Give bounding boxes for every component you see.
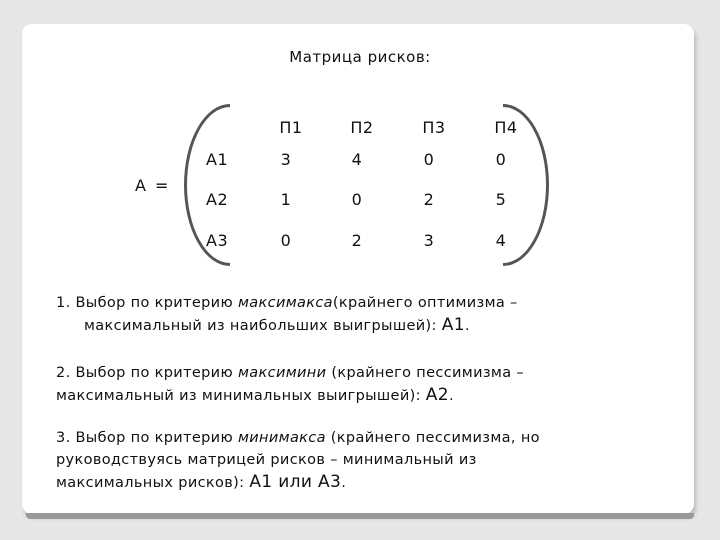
page-title: Матрица рисков:	[289, 48, 431, 66]
item-criterion: максимакса	[237, 295, 333, 311]
item-criterion: минимакса	[237, 430, 326, 446]
matrix-cell: 3	[423, 231, 435, 250]
matrix-cell: 4	[351, 150, 363, 169]
criterion-item-1	[56, 292, 696, 337]
slide-bottom-bar	[26, 513, 694, 519]
item-text: максимальный из минимальных выигрышей):	[56, 388, 426, 404]
criterion-item-2	[56, 362, 696, 407]
item-text: максимальных рисков):	[56, 475, 250, 491]
matrix-cell: 2	[423, 190, 435, 209]
item-lead: 1. Выбор по критерию	[56, 295, 238, 311]
item-lead: 3. Выбор по критерию	[56, 430, 238, 446]
item-end: .	[448, 388, 454, 404]
matrix-row-label: A2	[206, 190, 229, 209]
item-answer: A1	[441, 315, 465, 335]
criterion-item-3	[56, 427, 696, 494]
matrix-cell: 0	[280, 231, 292, 250]
item-text: (крайнего оптимизма –	[332, 295, 518, 311]
item-answer: A1 или A3	[249, 472, 342, 492]
matrix-row-label: A1	[206, 150, 229, 169]
item-criterion: максимини	[237, 365, 327, 381]
item-lead: 2. Выбор по критерию	[56, 365, 238, 381]
matrix-column-header: П4	[494, 118, 518, 137]
item-text: (крайнего пессимизма –	[326, 365, 525, 381]
matrix-cell: 4	[495, 231, 507, 250]
matrix-cell: 1	[280, 190, 292, 209]
matrix-cell: 0	[495, 150, 507, 169]
matrix-column-header: П1	[279, 118, 303, 137]
item-end: .	[464, 318, 470, 334]
item-text: максимальный из наибольших выигрышей):	[84, 318, 442, 334]
matrix-column-header: П2	[350, 118, 374, 137]
matrix-cell: 2	[351, 231, 363, 250]
matrix-column-header: П3	[422, 118, 446, 137]
matrix-row-label: A3	[206, 231, 229, 250]
matrix-cell: 5	[495, 190, 507, 209]
item-end: .	[341, 475, 347, 491]
item-answer: A2	[425, 385, 449, 405]
matrix-name: A =	[135, 176, 171, 195]
item-text: (крайнего пессимизма, но	[325, 430, 540, 446]
item-text: руководствуясь матрицей рисков – минимальный из	[56, 452, 477, 468]
matrix-cell: 0	[423, 150, 435, 169]
matrix-cell: 0	[351, 190, 363, 209]
matrix-cell: 3	[280, 150, 292, 169]
